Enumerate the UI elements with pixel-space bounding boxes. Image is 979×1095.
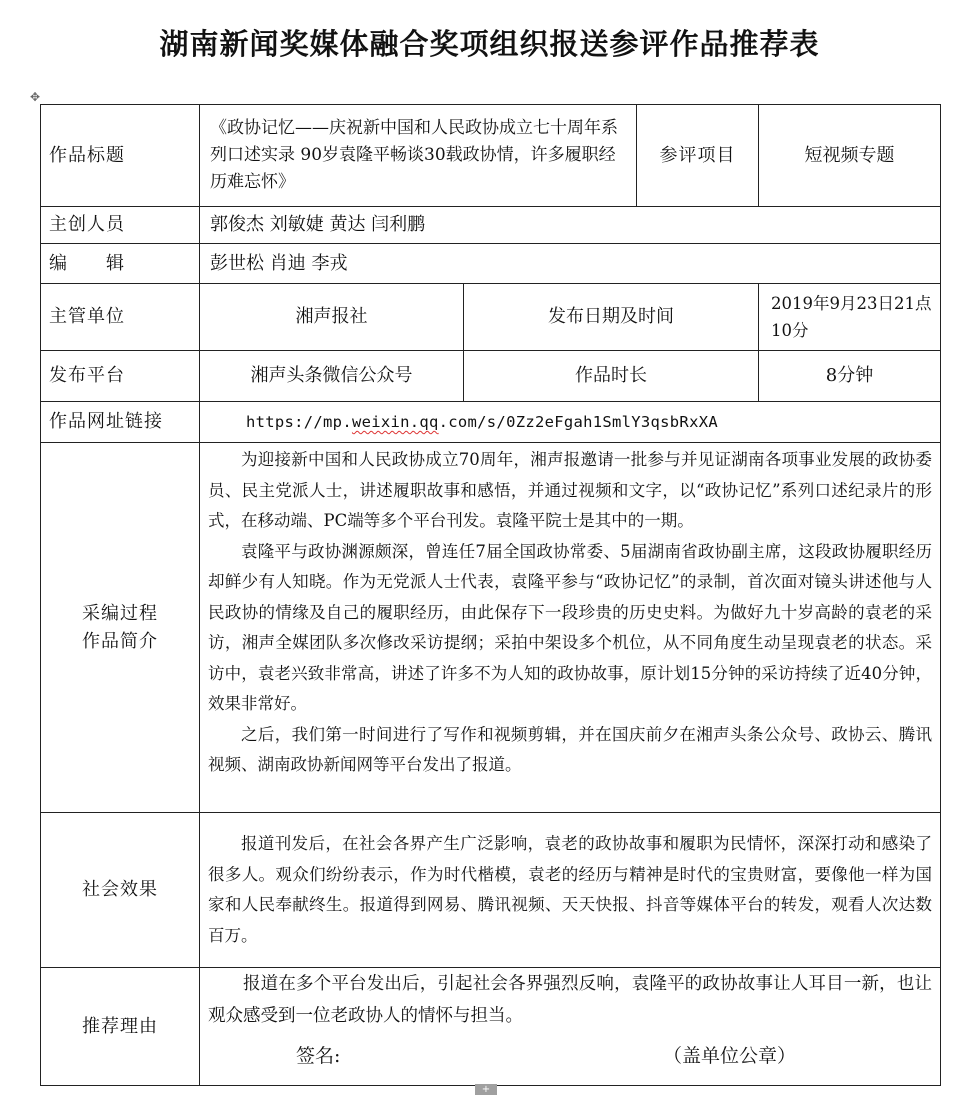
process-label-line2: 作品简介 bbox=[82, 630, 158, 652]
url-domain: weixin.qq bbox=[351, 413, 439, 431]
platform-value: 湘声头条微信公众号 bbox=[200, 351, 464, 402]
editor-label: 编 辑 bbox=[41, 244, 200, 284]
process-text bbox=[200, 443, 941, 813]
stamp-label: （盖单位公章） bbox=[663, 1045, 797, 1067]
duration-value: 8分钟 bbox=[759, 351, 941, 402]
editor-value: 彭世松 肖迪 李戎 bbox=[200, 244, 941, 284]
impact-text: 报道刊发后，在社会各界产生广泛影响，袁老的政协故事和履职为民情怀，深深打动和感染了很多人。观众们纷纷表示，作为时代楷模，袁老的经历与精神是时代的宝贵财富，要像他一样为国家和人民奉献终生。报道得到网易、腾讯视频、天天快报、抖音等媒体平台的转发，观看人次达数百万。 bbox=[208, 834, 933, 945]
url-prefix: https://mp. bbox=[246, 413, 352, 431]
process-label bbox=[41, 443, 200, 813]
impact-label: 社会效果 bbox=[41, 813, 200, 968]
table-row bbox=[41, 207, 941, 244]
creators-value: 郭俊杰 刘敏婕 黄达 闫利鹏 bbox=[200, 207, 941, 244]
table-row bbox=[41, 244, 941, 284]
reason-text: 报道在多个平台发出后，引起社会各界强烈反响，袁隆平的政协故事让人耳目一新，也让观众感受到一位老政协人的情怀与担当。 bbox=[208, 974, 933, 1026]
url-label: 作品网址链接 bbox=[41, 402, 200, 443]
impact-text-cell bbox=[200, 813, 941, 968]
process-paragraph: 为迎接新中国和人民政协成立70周年，湘声报邀请一批参与并见证湖南各项事业发展的政协委员、民主党派人士，讲述履职故事和感悟，并通过视频和文字，以“政协记忆”系列口述纪录片的形式，在移动端、PC端等多个平台刊发。袁隆平院士是其中的一期。 bbox=[208, 450, 933, 530]
pub-datetime-value: 2019年9月23日21点10分 bbox=[759, 284, 941, 351]
duration-label: 作品时长 bbox=[464, 351, 759, 402]
process-paragraph: 之后，我们第一时间进行了写作和视频剪辑，并在国庆前夕在湘声头条公众号、政协云、腾讯视频、湖南政协新闻网等平台发出了报道。 bbox=[208, 724, 933, 774]
table-row bbox=[41, 443, 941, 813]
reason-label: 推荐理由 bbox=[41, 968, 200, 1086]
reason-text-cell bbox=[200, 968, 941, 1086]
url-suffix: .com/s/0Zz2eFgah1SmlY3qsbRxXA bbox=[438, 413, 718, 431]
table-row bbox=[41, 968, 941, 1086]
work-title-label: 作品标题 bbox=[41, 105, 200, 207]
pub-datetime-label: 发布日期及时间 bbox=[464, 284, 759, 351]
creators-label: 主创人员 bbox=[41, 207, 200, 244]
table-row bbox=[41, 105, 941, 207]
table-move-handle-icon[interactable]: ✥ bbox=[29, 90, 41, 104]
table-row bbox=[41, 351, 941, 402]
category-label: 参评项目 bbox=[637, 105, 759, 207]
table-row bbox=[41, 813, 941, 968]
process-label-line1: 采编过程 bbox=[82, 602, 158, 624]
table-row bbox=[41, 284, 941, 351]
platform-label: 发布平台 bbox=[41, 351, 200, 402]
publisher-value: 湘声报社 bbox=[200, 284, 464, 351]
signature-label: 签名: bbox=[296, 1045, 341, 1067]
work-title-value: 《政协记忆——庆祝新中国和人民政协成立七十周年系列口述实录 90岁袁隆平畅谈30载政协情，许多履职经历难忘怀》 bbox=[200, 105, 637, 207]
category-value: 短视频专题 bbox=[759, 105, 941, 207]
add-row-plus-icon[interactable]: + bbox=[475, 1084, 497, 1095]
url-value[interactable] bbox=[200, 402, 941, 443]
table-row bbox=[41, 402, 941, 443]
process-paragraph: 袁隆平与政协渊源颇深，曾连任7届全国政协常委、5届湖南省政协副主席，这段政协履职经历却鲜少有人知晓。作为无党派人士代表，袁隆平参与“政协记忆”的录制，首次面对镜头讲述他与人民政协的情缘及自己的履职经历，由此保存下一段珍贵的历史史料。为做好九十岁高龄的袁老的采访，湘声全媒团队多次修改采访提纲；采拍中架设多个机位，从不同角度生动呈现袁老的状态。采访中，袁老兴致非常高，讲述了许多不为人知的政协故事，原计划15分钟的采访持续了近40分钟，效果非常好。 bbox=[208, 541, 933, 713]
recommendation-form-table bbox=[40, 104, 941, 1086]
publisher-label: 主管单位 bbox=[41, 284, 200, 351]
page-title: 湖南新闻奖媒体融合奖项组织报送参评作品推荐表 bbox=[159, 27, 820, 61]
signature-row bbox=[208, 1032, 932, 1072]
